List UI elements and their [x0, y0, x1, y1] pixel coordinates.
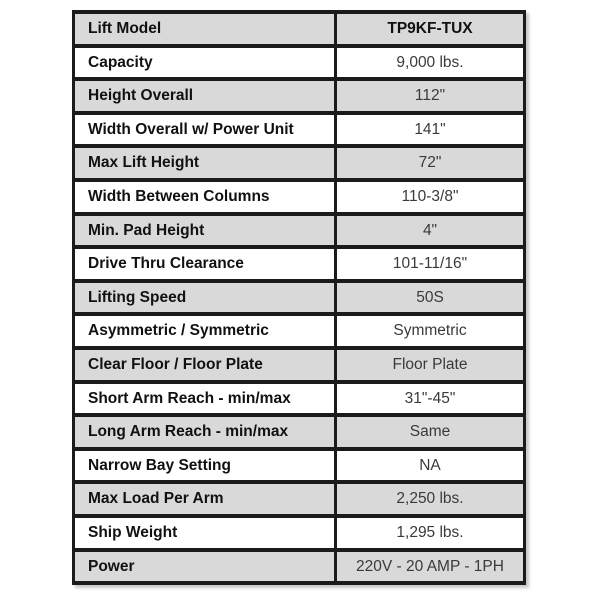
table-row — [74, 348, 525, 382]
spec-value: 141" — [336, 113, 525, 147]
table-row — [74, 449, 525, 483]
spec-value: 2,250 lbs. — [336, 482, 525, 516]
spec-value: 1,295 lbs. — [336, 516, 525, 550]
spec-label: Min. Pad Height — [74, 214, 336, 248]
spec-value: 72" — [336, 146, 525, 180]
spec-label: Short Arm Reach - min/max — [74, 382, 336, 416]
spec-label: Ship Weight — [74, 516, 336, 550]
table-row — [74, 46, 525, 80]
table-row — [74, 281, 525, 315]
spec-label: Width Between Columns — [74, 180, 336, 214]
table-row — [74, 79, 525, 113]
table-row — [74, 113, 525, 147]
spec-label: Asymmetric / Symmetric — [74, 314, 336, 348]
table-row — [74, 482, 525, 516]
table-row — [74, 12, 525, 46]
spec-value: 9,000 lbs. — [336, 46, 525, 80]
table-row — [74, 146, 525, 180]
spec-value: NA — [336, 449, 525, 483]
spec-value: 110-3/8" — [336, 180, 525, 214]
spec-value: 220V - 20 AMP - 1PH — [336, 550, 525, 584]
spec-label: Long Arm Reach - min/max — [74, 415, 336, 449]
spec-label: Height Overall — [74, 79, 336, 113]
spec-label: Power — [74, 550, 336, 584]
spec-value: TP9KF-TUX — [336, 12, 525, 46]
spec-label: Width Overall w/ Power Unit — [74, 113, 336, 147]
spec-label: Clear Floor / Floor Plate — [74, 348, 336, 382]
table-row — [74, 314, 525, 348]
table-row — [74, 214, 525, 248]
spec-label: Narrow Bay Setting — [74, 449, 336, 483]
table-row — [74, 415, 525, 449]
table-row — [74, 516, 525, 550]
spec-label: Max Load Per Arm — [74, 482, 336, 516]
spec-value: 4" — [336, 214, 525, 248]
spec-value: Symmetric — [336, 314, 525, 348]
table-row — [74, 247, 525, 281]
spec-value: Same — [336, 415, 525, 449]
table-row — [74, 180, 525, 214]
spec-label: Drive Thru Clearance — [74, 247, 336, 281]
spec-value: Floor Plate — [336, 348, 525, 382]
spec-value: 101-11/16" — [336, 247, 525, 281]
spec-value: 50S — [336, 281, 525, 315]
spec-value: 112" — [336, 79, 525, 113]
spec-value: 31"-45" — [336, 382, 525, 416]
spec-label: Capacity — [74, 46, 336, 80]
spec-label: Lift Model — [74, 12, 336, 46]
spec-label: Lifting Speed — [74, 281, 336, 315]
spec-table — [72, 10, 526, 585]
spec-label: Max Lift Height — [74, 146, 336, 180]
table-row — [74, 550, 525, 584]
table-row — [74, 382, 525, 416]
